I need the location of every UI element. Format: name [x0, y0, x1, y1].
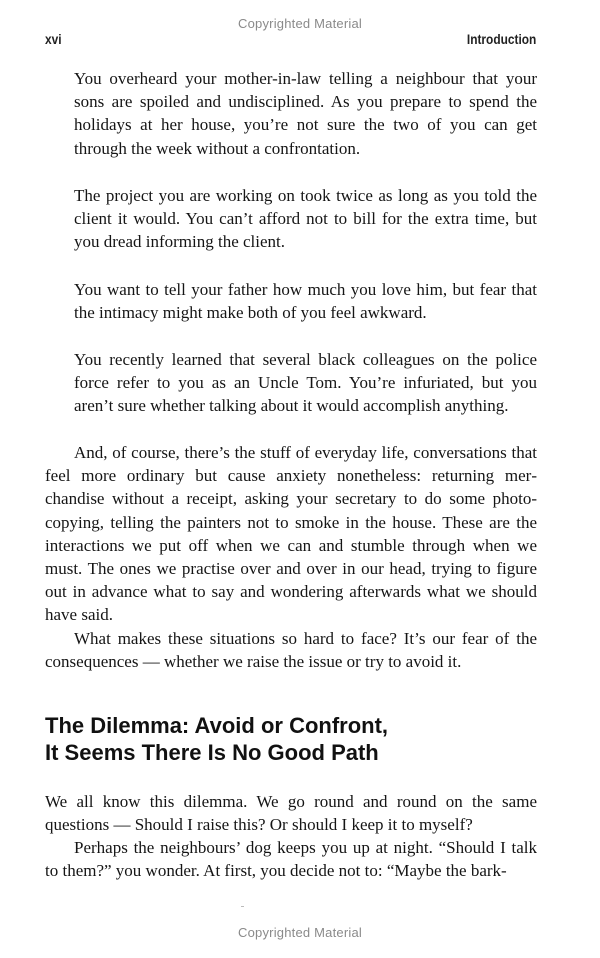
running-head-section: Introduction — [466, 31, 537, 47]
scenario-paragraph: You recently learned that several black colleagues on the police force refer to you as an Uncle Tom. You’re infuriated, but you aren’t sure whether talking about it would accomplish anything. — [74, 350, 537, 416]
page-mark — [241, 906, 244, 907]
section-heading — [45, 712, 537, 766]
watermark-bottom: Copyrighted Material — [238, 925, 362, 940]
scenario-paragraph: The project you are working on took twice as long as you told the client it would. You can’t afford not to bill for the extra time, but you dread informing the client. — [74, 186, 537, 252]
section-heading-line: It Seems There Is No Good Path — [45, 740, 379, 765]
watermark-top: Copyrighted Material — [238, 16, 362, 31]
body-paragraph: And, of course, there’s the stuff of everyday life, conversations that feel more ordinary but cause anxiety nonetheless: returning merchandise without a receipt, asking your secretary to do some photocopying, telling the painters not to smoke in the house. These are the interactions we put off when we can and stumble through when we must. The ones we practise over and over in our head, trying to figure out in advance what to say and wondering afterwards what we should have said. — [45, 443, 537, 625]
body-paragraph: Perhaps the neighbours’ dog keeps you up at night. “Should I talk to them?” you wonder. At first, you decide not to: “Maybe the bark- — [45, 838, 537, 881]
scenario-paragraph: You want to tell your father how much you love him, but fear that the intimacy might make both of you feel awkward. — [74, 280, 537, 323]
scenario-paragraph: You overheard your mother-in-law telling a neighbour that your sons are spoiled and undisciplined. As you prepare to spend the holidays at her house, you’re not sure the two of you can get through the week without a confrontation. — [74, 69, 537, 158]
body-paragraph: What makes these situations so hard to face? It’s our fear of the consequences — whether we raise the issue or try to avoid it. — [45, 629, 537, 672]
page-number: xvi — [45, 31, 62, 47]
section-heading-line: The Dilemma: Avoid or Confront, — [45, 713, 389, 738]
running-head — [45, 31, 537, 51]
body-paragraph: We all know this dilemma. We go round and round on the same questions — Should I raise this? Or should I keep it to myself? — [45, 792, 537, 835]
